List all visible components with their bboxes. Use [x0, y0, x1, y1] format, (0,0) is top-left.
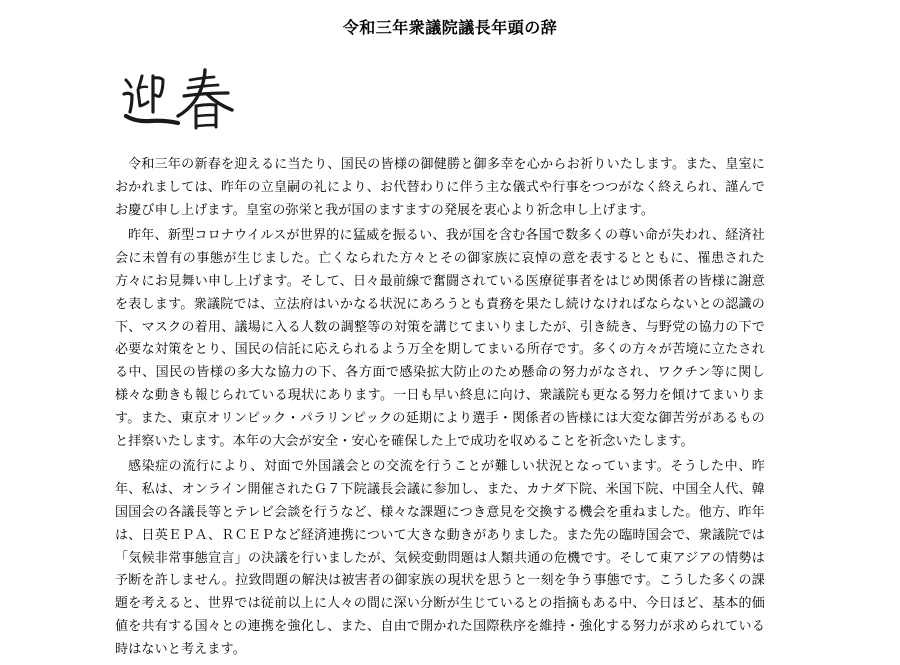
- address-body: [115, 154, 765, 665]
- paragraph: 令和三年の新春を迎えるに当たり、国民の皆様の御健勝と御多幸を心からお祈りいたします。また、皇室におかれましては、昨年の立皇嗣の礼により、お代替わりに伴う主な儀式や行事をつつがなく終えられ、謹んでお慶び申し上げます。皇室の弥栄と我が国のますますの発展を衷心より祈念申し上げます。: [115, 157, 765, 218]
- page-title: 令和三年衆議院議長年頭の辞: [342, 18, 558, 37]
- paragraph: 昨年、新型コロナウイルスが世界的に猛威を振るい、我が国を含む各国で数多くの尊い命が失われ、経済社会に未曽有の事態が生じました。亡くなられた方々とその御家族に哀悼の意を表するとともに、罹患された方々にお見舞い申し上げます。そして、日々最前線で奮闘されている医療従事者をはじめ関係者の皆様に謝意を表します。衆議院では、立法府はいかなる状況にあろうとも責務を果たし続けなければならないとの認識の下、マスクの着用、議場に入る人数の調整等の対策を講じてまいりましたが、引き続き、与野党の協力の下で必要な対策をとり、国民の信託に応えられるよう万全を期してまいる所存です。多くの方々が苦境に立たされる中、国民の皆様の多大な協力の下、各方面で感染拡大防止のため懸命の努力がなされ、ワクチン等に関し様々な動きも報じられている現状にあります。一日も早い終息に向け、衆議院も更なる努力を傾けてまいります。また、東京オリンピック・パラリンピックの延期により選手・関係者の皆様には大変な御苦労があるものと拝察いたします。本年の大会が安全・安心を確保した上で成功を収めることを祈念いたします。: [115, 228, 765, 449]
- calligraphy-greeting-image: [120, 66, 240, 132]
- paragraph: 感染症の流行により、対面で外国議会との交流を行うことが難しい状況となっています。そうした中、昨年、私は、オンライン開催されたＧ７下院議長会議に参加し、また、カナダ下院、米国下院、中国全人代、韓国国会の各議長等とテレビ会談を行うなど、様々な課題につき意見を交換する機会を重ねました。他方、昨年は、日英ＥＰＡ、ＲＣＥＰなど経済連携について大きな動きがありました。また先の臨時国会で、衆議院では「気候非常事態宣言」の決議を行いましたが、気候変動問題は人類共通の危機です。そして東アジアの情勢は予断を許しません。拉致問題の解決は被害者の御家族の現状を思うと一刻を争う事態です。こうした多くの課題を考えると、世界では従前以上に人々の間に深い分断が生じているとの指摘もある中、今日ほど、基本的価値を共有する国々との連携を強化し、また、自由で開かれた国際秩序を維持・強化する努力が求められている時はないと考えます。: [115, 459, 765, 657]
